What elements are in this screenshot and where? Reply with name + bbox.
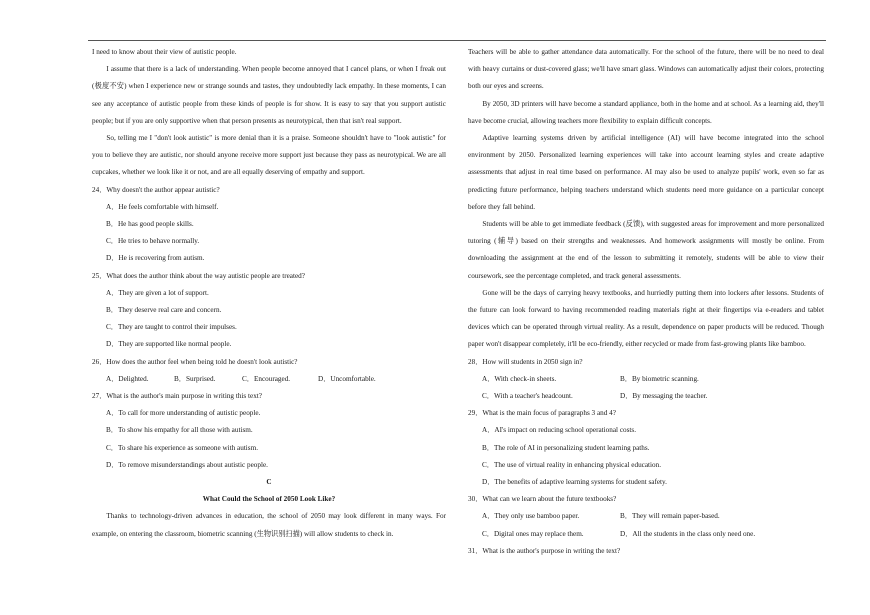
option: C．Encouraged. (242, 374, 291, 383)
option: D．By messaging the teacher. (620, 392, 708, 401)
paragraph: Thanks to technology-driven advances in education, the school of 2050 may look different in many ways. For example, on entering the classroom, biometric scanning (生物识别扫描) will allow students to check in. (92, 512, 446, 538)
option: B．Surprised. (174, 374, 216, 383)
option: C．With a teacher's headcount. (482, 392, 573, 401)
section-label: C (266, 478, 272, 487)
option: A．With check-in sheets. (482, 374, 557, 383)
option: D．To remove misunderstandings about autistic people. (106, 460, 268, 469)
question-31: 31．What is the author's purpose in writing the text? (468, 546, 621, 555)
options-row (468, 388, 824, 405)
option: B．To show his empathy for all those with autism. (106, 426, 253, 435)
option: C．The use of virtual reality in enhancing physical education. (482, 460, 662, 469)
options-row (468, 371, 824, 388)
option: B．They will remain paper-based. (620, 512, 720, 521)
option: C．He tries to behave normally. (106, 237, 200, 246)
option: C．Digital ones may replace them. (482, 529, 584, 538)
paragraph: Teachers will be able to gather attendance data automatically. For the school of the future, there will be no need to deal with heavy curtains or dust-covered glass; we'll have smart glass. Windows can automatically adjust their colors, protecting both our eyes and screens. (468, 48, 824, 91)
question-28: 28．How will students in 2050 sign in? (468, 357, 583, 366)
question-29: 29．What is the main focus of paragraphs 3 and 4? (468, 409, 616, 418)
option: D．Uncomfortable. (318, 374, 376, 383)
option: D．He is recovering from autism. (106, 254, 205, 263)
question-25: 25．What does the author think about the way autistic people are treated? (92, 271, 305, 280)
option: D．The benefits of adaptive learning systems for student safety. (482, 478, 667, 487)
paragraph: Students will be able to get immediate feedback (反馈), with suggested areas for improvement and more personalized tutoring (辅导) based on their strengths and weaknesses. And homework assignments will mostly be online. From downloading the assignment at the end of the lesson to submitting it remotely, students will be able to view their coursework, see the percentage completed, and track general assessments. (468, 220, 824, 280)
option: D．They are supported like normal people. (106, 340, 232, 349)
option: A．To call for more understanding of autistic people. (106, 409, 261, 418)
paragraph: I need to know about their view of autistic people. (92, 48, 237, 56)
option: D．All the students in the class only need one. (620, 529, 756, 538)
option: B．By biometric scanning. (620, 374, 699, 383)
question-26: 26．How does the author feel when being told he doesn't look autistic? (92, 357, 298, 366)
paragraph: By 2050, 3D printers will have become a standard appliance, both in the home and at school. As a learning aid, they'll have become crucial, allowing teachers more flexibility to explain difficult concepts. (468, 99, 824, 125)
paragraph: So, telling me I "don't look autistic" is more denial than it is a praise. Someone shouldn't have to "look autistic" for you to believe they are autistic, nor should anyone receive more support just because they pass as neurotypical. We are all cupcakes, whether we look like it or not, and are all equally deserving of empathy and support. (92, 134, 446, 177)
question-30: 30．What can we learn about the future textbooks? (468, 495, 617, 504)
passage-title: What Could the School of 2050 Look Like? (202, 495, 336, 504)
question-24: 24．Why doesn't the author appear autistic? (92, 185, 220, 194)
option: B．The role of AI in personalizing student learning paths. (482, 443, 650, 452)
option: A．Delighted. (106, 374, 149, 383)
options-row (468, 526, 824, 543)
question-27: 27．What is the author's main purpose in writing this text? (92, 392, 262, 401)
option: A．They are given a lot of support. (106, 288, 209, 297)
option: A．He feels comfortable with himself. (106, 202, 219, 211)
paragraph: Adaptive learning systems driven by artificial intelligence (AI) will have become integrated into the school environment by 2050. Personalized learning experiences will take into account learning styles and create adaptive assessments that adjust in real time based on performance. AI may also be used to analyze pupils' work, even so far as predicting future performance, helping teachers understand which students need more guidance on a particular concept before they fall behind. (468, 134, 824, 211)
option: B．He has good people skills. (106, 220, 194, 229)
top-rule (88, 40, 826, 41)
option: A．They only use bamboo paper. (482, 512, 580, 521)
option: A．AI's impact on reducing school operational costs. (482, 426, 636, 435)
paragraph: Gone will be the days of carrying heavy textbooks, and hurriedly putting them into lockers after lessons. Students of the future can look forward to having recommended reading materials right at their fingertips via e-readers and tablet devices which can be operated through virtual reality. As a result, dependence on paper products will be reduced. Though paper won't disappear completely, it'll be eco-friendly, either recycled or made from fast-growing plants like bamboo. (468, 288, 824, 349)
left-column (92, 44, 446, 543)
right-column (468, 44, 824, 560)
options-row (92, 371, 446, 388)
option: B．They deserve real care and concern. (106, 306, 222, 315)
option: C．To share his experience as someone with autism. (106, 443, 258, 452)
options-row (468, 508, 824, 525)
option: C．They are taught to control their impulses. (106, 323, 237, 332)
paragraph: I assume that there is a lack of understanding. When people become annoyed that I cancel plans, or when I freak out (极度不安) when I experience new or strange sounds and tastes, they undoubtedly lack empathy. In these moments, I can see any acceptance of autistic people from these kinds of people is for show. It is easy to say that you support autistic people; but if you are only supportive when that person presents as neurotypical, then that isn't real support. (92, 65, 446, 125)
